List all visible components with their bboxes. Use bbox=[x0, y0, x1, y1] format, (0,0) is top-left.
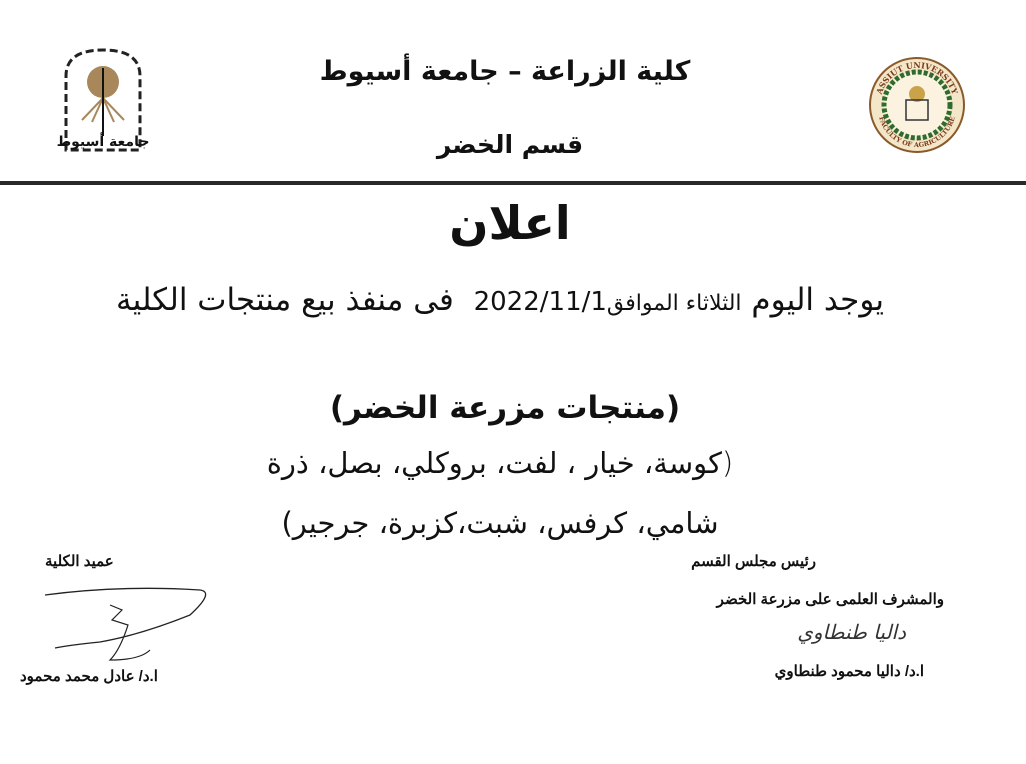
department-head-name: ا.د/ داليا محمود طنطاوي bbox=[774, 663, 924, 680]
faculty-of-agriculture-seal bbox=[868, 56, 966, 154]
seal-lettering-top: ASSIUT UNIVERSITY bbox=[873, 59, 961, 96]
line-start: يوجد اليوم bbox=[751, 282, 884, 318]
products-line-2: شامي، كرفس، شبت،كزبرة، جرجير) bbox=[281, 506, 719, 540]
dean-name: ا.د/ عادل محمد محمود bbox=[20, 668, 158, 685]
announcement-title: اعلان bbox=[449, 196, 571, 250]
department-head-title: رئيس مجلس القسم bbox=[691, 553, 816, 570]
products-heading: (منتجات مزرعة الخضر) bbox=[329, 390, 681, 426]
department-heading: قسم الخضر bbox=[436, 130, 584, 159]
line-date: 2022/11/1 bbox=[473, 287, 607, 317]
dean-title: عميد الكلية bbox=[45, 553, 114, 570]
faculty-university-heading: كلية الزراعة – جامعة أسيوط bbox=[319, 56, 691, 87]
line-end: فى منفذ بيع منتجات الكلية bbox=[116, 282, 454, 318]
farm-supervisor-title: والمشرف العلمى على مزرعة الخضر bbox=[716, 591, 944, 608]
assiut-university-logo bbox=[56, 46, 150, 154]
announcement-line bbox=[60, 282, 940, 318]
header-divider bbox=[0, 181, 1026, 185]
dean-signature bbox=[40, 580, 220, 674]
line-day: الثلاثاء الموافق bbox=[606, 291, 742, 316]
products-line-1: (كوسة، خيار ، لفت، بروكلي، بصل، ذرة bbox=[266, 446, 734, 480]
logo-lettering: جامعة أسيوط bbox=[56, 134, 150, 150]
handwritten-signature-right: داليا طنطاوي bbox=[797, 620, 906, 644]
seal-lettering-bottom: FACULTY OF AGRICULTURE bbox=[877, 115, 957, 150]
